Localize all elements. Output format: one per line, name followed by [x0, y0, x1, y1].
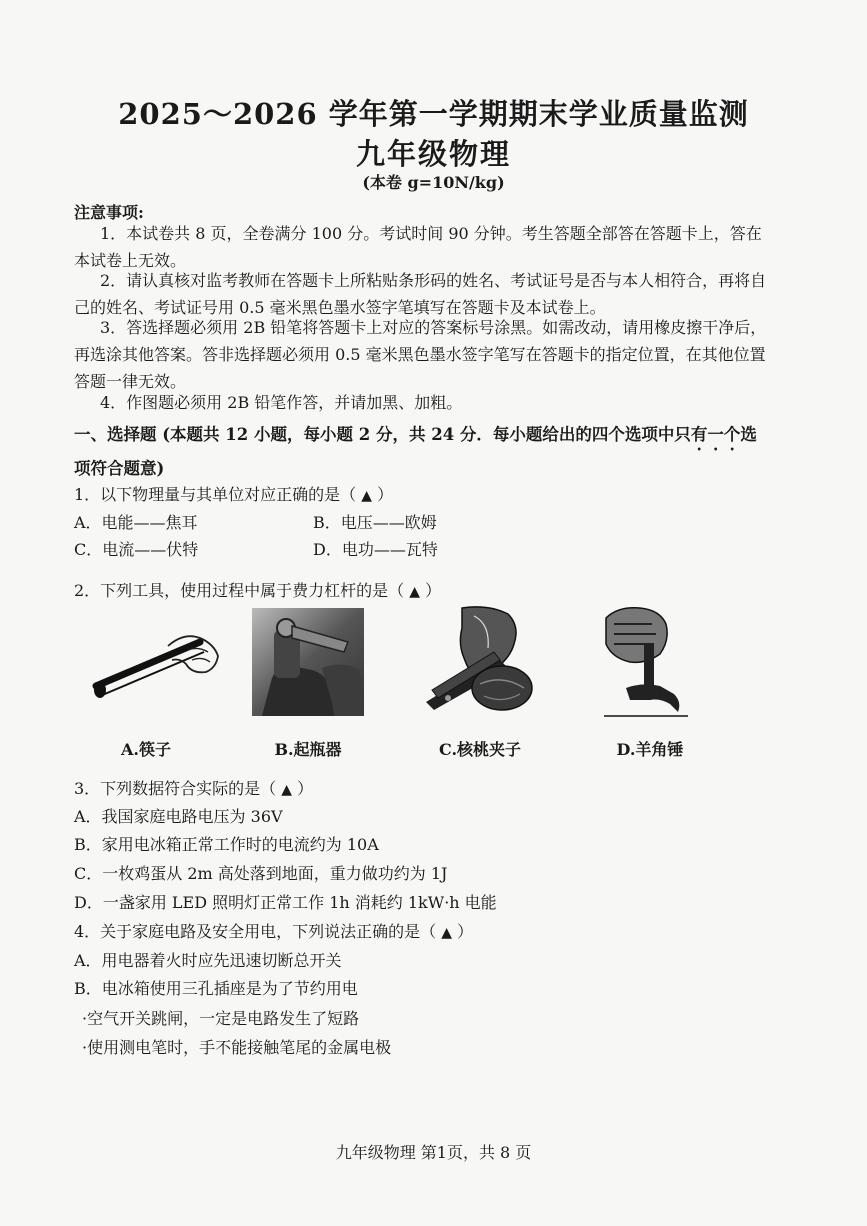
q3-option-c: C．一枚鸡蛋从 2m 高处落到地面，重力做功约为 1J	[74, 864, 448, 883]
exam-title: 2025～2026 学年第一学期期末学业质量监测	[118, 97, 749, 131]
q2-caption-d: D.羊角锤	[616, 740, 684, 759]
page-footer: 九年级物理 第1页，共 8 页	[335, 1143, 532, 1162]
q1-option-a: A．电能——焦耳	[74, 513, 198, 532]
q3-option-d: D．一盏家用 LED 照明灯正常工作 1h 消耗约 1kW·h 电能	[74, 893, 497, 912]
section-1-heading-emph: 有一个	[690, 425, 741, 444]
notice-item-1: 1．本试卷共 8 页，全卷满分 100 分。考试时间 90 分钟。考生答题全部答在答题卡上，答在本试卷上无效。	[74, 224, 762, 270]
bottle-opener-figure	[252, 608, 364, 716]
q2-caption-c: C.核桃夹子	[438, 740, 522, 759]
q3-stem-text: 3．下列数据符合实际的是（	[74, 779, 277, 798]
q4-option-c: ·空气开关跳闸，一定是电路发生了短路	[82, 1009, 360, 1028]
q1-stem-close: ）	[377, 485, 394, 504]
q2-caption-b: B.起瓶器	[274, 740, 342, 759]
exam-subject: 九年级物理	[355, 137, 511, 171]
q2-caption-a: A.筷子	[121, 740, 171, 759]
section-1-heading-c: 选	[740, 425, 757, 444]
q3-stem-close: ）	[297, 779, 314, 798]
q4-option-d: ·使用测电笔时，手不能接触笔尾的金属电极	[82, 1038, 392, 1057]
q4-stem-close: ）	[457, 922, 474, 941]
q3-option-a: A．我国家庭电路电压为 36V	[74, 807, 283, 826]
q4-option-b: B．电冰箱使用三孔插座是为了节约用电	[74, 979, 358, 998]
q1-option-c: C．电流——伏特	[74, 540, 199, 559]
q4-stem-text: 4．关于家庭电路及安全用电，下列说法正确的是（	[74, 922, 437, 941]
q1-option-d: D．电功——瓦特	[313, 540, 438, 559]
q3-answer-mark: ▲	[281, 782, 293, 798]
q4-answer-mark: ▲	[441, 925, 453, 941]
notice-item-2: 2．请认真核对监考教师在答题卡上所粘贴条形码的姓名、考试证号是否与本人相符合，再将自己的姓名、考试证号用 0.5 毫米黑色墨水签字笔填写在答题卡及本试卷上。	[74, 271, 767, 317]
q3-stem	[74, 776, 313, 799]
q4-stem	[74, 919, 473, 942]
chopsticks-figure	[88, 624, 228, 704]
claw-hammer-figure	[600, 604, 692, 718]
section-1-heading-a: 一、选择题 (本题共 12 小题，每小题 2 分，共 24 分．每小题给出的四个选项中只	[74, 425, 691, 444]
q2-stem	[74, 578, 441, 601]
notice-heading: 注意事项:	[74, 203, 144, 222]
notice-item-3: 3．答选择题必须用 2B 铅笔将答题卡上对应的答案标号涂黑。如需改动，请用橡皮擦干净后，再选涂其他答案。答非选择题必须用 0.5 毫米黑色墨水签字笔写在答题卡的指定位置，在其他位置答题一律无效。	[74, 318, 767, 391]
notice-item-4: 4．作图题必须用 2B 铅笔作答，并请加黑、加粗。	[100, 393, 463, 412]
q1-stem-text: 1．以下物理量与其单位对应正确的是（	[74, 485, 357, 504]
q3-option-b: B．家用电冰箱正常工作时的电流约为 10A	[74, 835, 379, 854]
q4-option-a: A．用电器着火时应先迅速切断总开关	[74, 951, 342, 970]
exam-constant-note: (本卷 g=10N/kg)	[362, 173, 505, 192]
section-1-heading-d: 项符合题意)	[74, 459, 165, 478]
q1-answer-mark: ▲	[361, 488, 373, 504]
q2-answer-mark: ▲	[409, 584, 421, 600]
q2-stem-close: ）	[425, 581, 442, 600]
q1-option-b: B．电压——欧姆	[313, 513, 437, 532]
q1-stem	[74, 482, 393, 505]
q2-stem-text: 2．下列工具，使用过程中属于费力杠杆的是（	[74, 581, 405, 600]
nutcracker-figure	[418, 604, 544, 716]
section-1-heading	[74, 420, 774, 484]
